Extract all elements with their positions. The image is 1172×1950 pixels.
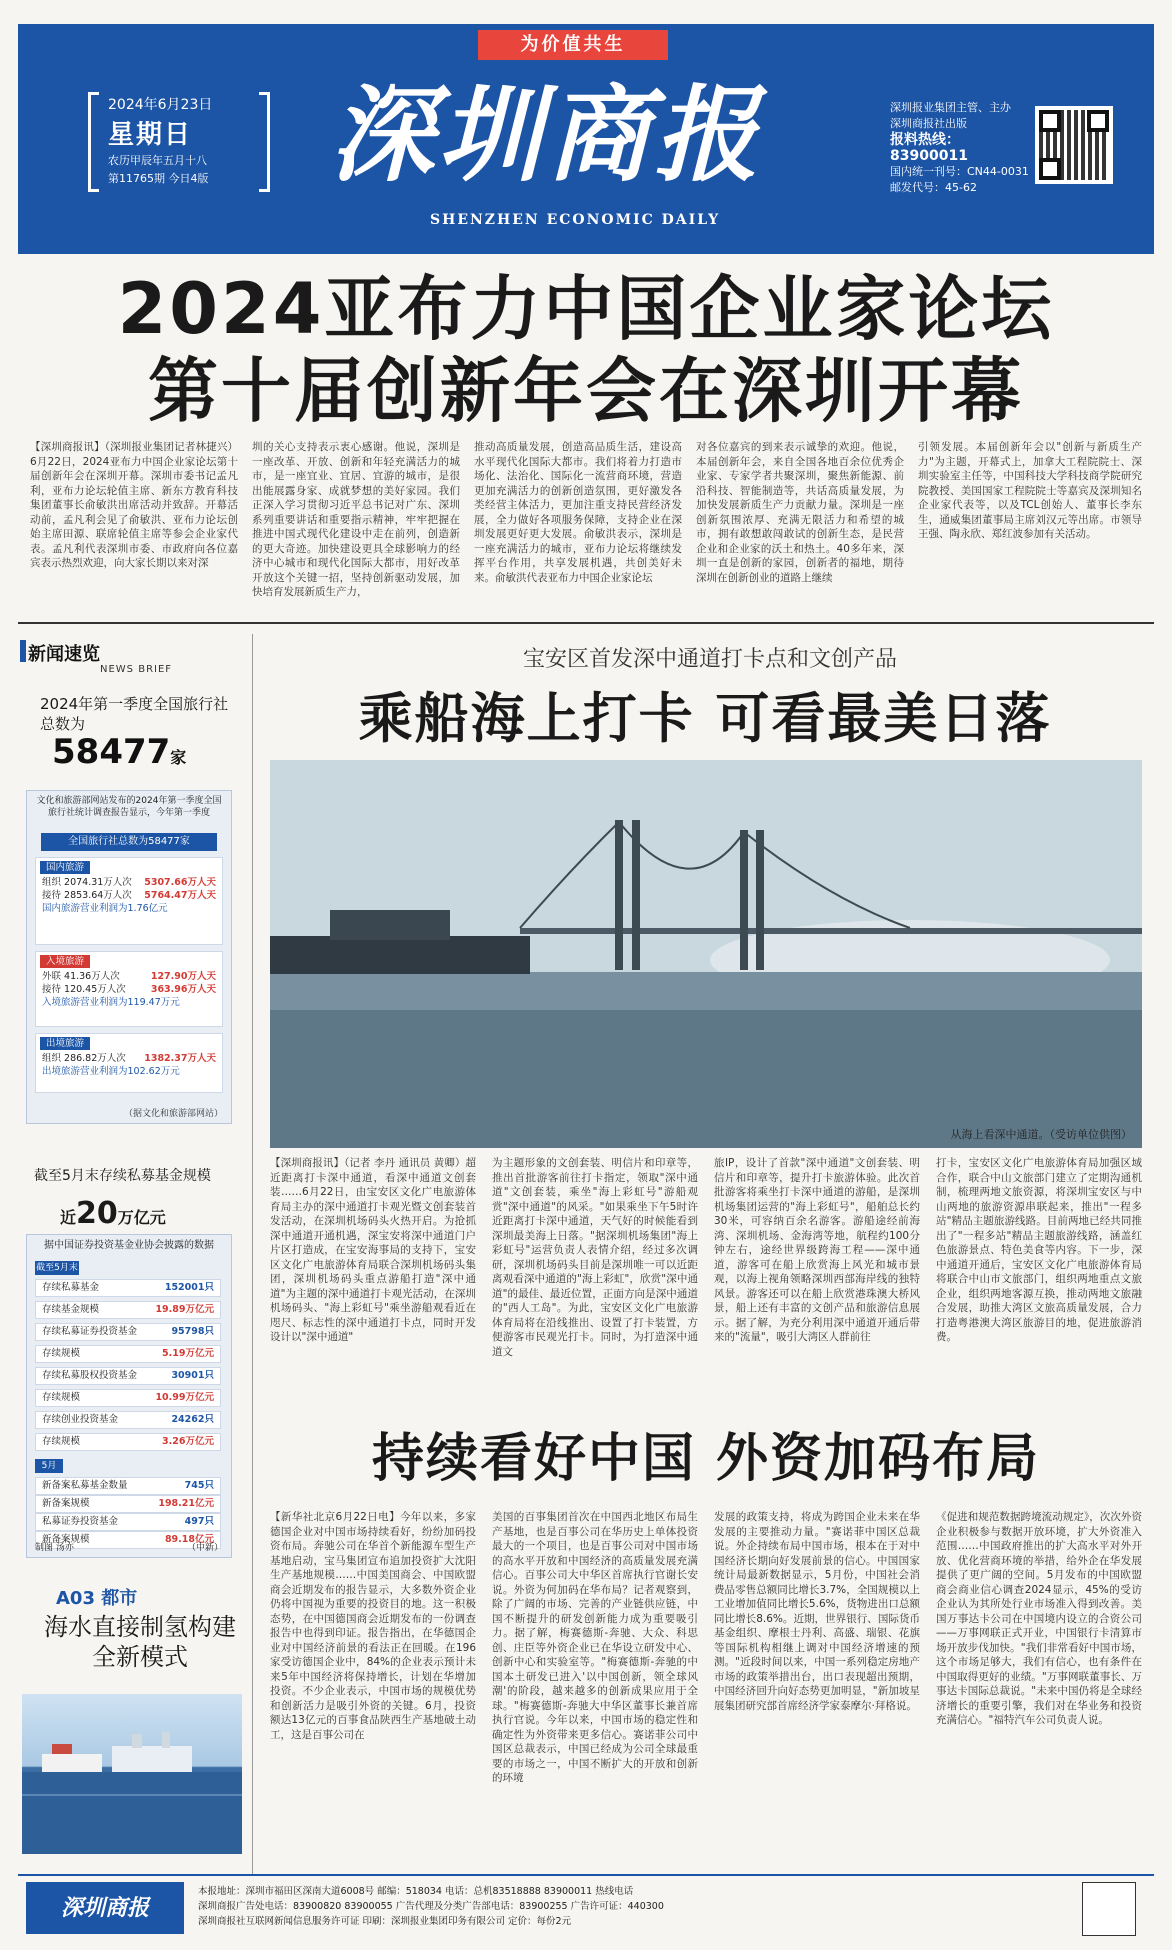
stat2-unit: 万亿元	[117, 1208, 166, 1227]
footer-line-1: 本报地址：深圳市福田区深南大道6008号 邮编：518034 电话：总机83518888 83900011 热线电话	[198, 1886, 634, 1897]
footer-logo: 深圳商报	[26, 1882, 184, 1934]
domestic-row	[36, 889, 222, 902]
footer-info	[198, 1884, 1078, 1929]
qr-code-icon	[1035, 106, 1113, 184]
fund-sub1: 截至5月末	[36, 1263, 78, 1273]
outbound-label: 出境旅游	[40, 1037, 90, 1050]
story2-col-1: 【新华社北京6月22日电】今年以来，多家德国企业对中国市场持续看好，纷纷加码投资布局。奔驰公司在华首个新能源车型生产基地启动，宝马集团宣布追加投资扩大沈阳生产基地规模……中国美国商会、中国欧盟商会近期发布的报告显示，大多数外资企业仍将中国视为重要的投资目的地。这一积极态势，在中国德国商会近期发布的一份调查报告中也得到印证。报告指出，在华德国企业对中国经济前景的看法正在回暖。在196家受访德国企业中，84%的企业表示预计未来5年中国经济将保持增长，计划在华增加投资。不少企业表示，中国市场的规模优势和创新活力是吸引外资的关键。6月，投资额达13亿元的百事食品陕西生产基地破土动工，这是百事公司在	[270, 1511, 476, 1741]
inbound-row	[36, 970, 222, 983]
outbound-row-1-b: 1382.37万人天	[144, 1053, 216, 1064]
news-brief-title-en: NEWS BRIEF	[100, 664, 173, 675]
fund-credit-right: （中新）	[186, 1543, 223, 1553]
story1-col-1: 【深圳商报讯】（记者 李丹 通讯员 黄卿）超近距离打卡深中通道，看深中通道文创套装……6月22日，由宝安区文化广电旅游体育局主办的深中通道打卡观光暨文创套装首发活动，在深圳机场码头火热开启。为抢抓深中通道开通机遇，深宝安将深中通道门户片区打造成，在宝安海事局的支持下，宝安区文化广电旅游体育局联合深圳机场码头集团，深圳机场码头重点游船打造"深中通道"为主题的深中通道打卡观光活动，在深圳机场码头、"海上彩虹号"乘坐游船观看近在咫尺、标志性的深中通道打卡点，同时开发设计以"深中通道"	[270, 1157, 476, 1343]
outbound-row	[36, 1052, 222, 1065]
fund-row-label: 存续私募股权投资基金	[42, 1370, 138, 1381]
domestic-row-2-a: 接待 2853.64万人次	[42, 890, 132, 901]
tourism-infographic	[26, 790, 232, 1124]
domestic-profit: 国内旅游营业利润为1.76亿元	[42, 903, 168, 914]
fund-row-value: 3.26万亿元	[162, 1436, 214, 1447]
footer	[18, 1874, 1154, 1942]
domestic-row-1-a: 组织 2074.31万人次	[42, 877, 132, 888]
tourism-source: （据文化和旅游部网站）	[123, 1109, 223, 1119]
publisher-line-1: 深圳报业集团主管、主办	[890, 101, 1011, 114]
fund-row-may-value: 497只	[184, 1516, 214, 1527]
cn-number: 国内统一刊号：CN44-0031	[890, 165, 1029, 178]
slogan: 为价值共生	[478, 30, 668, 60]
fund-row-label: 存续规模	[42, 1392, 81, 1403]
stat1-unit: 家	[170, 748, 187, 767]
fund-row	[35, 1433, 221, 1451]
domestic-row	[36, 876, 222, 889]
stat1-number: 58477	[52, 732, 171, 772]
fund-row-value: 95798只	[171, 1326, 214, 1337]
lunar-date: 农历甲辰年五月十八	[108, 154, 207, 167]
fund-row-label: 存续规模	[42, 1348, 81, 1359]
outbound-section	[35, 1033, 223, 1093]
lead-headline-line-2: 第十届创新年会在深圳开幕	[148, 350, 1024, 432]
story2-col-2: 美国的百事集团首次在中国西北地区布局生产基地，也是百事公司在华历史上单体投资最大的一个项目，也是百事公司对中国市场的高水平开放和中国经济的高质量发展充满信心。百事公司大中华区首席执行官谢长安说。外资为何加码在华布局？记者观察到，除了广阔的市场、完善的产业链供应链，中国不断提升的研发创新能力成为重要吸引力。据了解，梅赛德斯-奔驰、大众、科思创、庄臣等外资企业已在华设立研发中心、创新中心和实验室等。"梅赛德斯-奔驰的中国本土研发已进入'以中国创新，领全球风潮'的阶段，越来越多的创新成果应用于全球。"梅赛德斯-奔驰大中华区董事长兼首席执行官说。今年以来，中国市场的稳定性和确定性为外资带来更多信心。赛诺菲公司中国区总裁表示，中国已经成为公司全球最重要的市场之一，中国不断扩大的开放和创新的环境	[492, 1511, 698, 1784]
stat1-value	[52, 732, 186, 772]
fund-row-label: 存续私募证券投资基金	[42, 1326, 138, 1337]
fund-row	[35, 1323, 221, 1341]
fund-caption: 据中国证券投资基金业协会披露的数据	[44, 1240, 214, 1251]
stat2-value	[60, 1196, 166, 1231]
lead-body	[30, 440, 1142, 612]
news-brief-tag	[20, 640, 198, 680]
hotline: 报料热线：83900011	[890, 132, 968, 164]
fund-row-may-label: 新备案私募基金数量	[42, 1480, 128, 1491]
story1-col-4: 打卡，宝安区文化广电旅游体育局加强区域合作，联合中山文旅部门建立了定期沟通机制，梳理两地文旅资源，将深圳宝安区与中山两地的旅游资源串联起来，推出"一程多站"精品主题旅游线路。目前两地已经共同推出了"一程多站"精品主题旅游线路，涵盖红色旅游景点、特色美食等内容。下一步，深中通道开通后，宝安区文化广电旅游体育局将联合中山市文旅部门，组织两地重点文旅企业，组织两地客源互换，推动两地文旅融合发展，助推大湾区文旅高质量发展，合力打造粤港澳大湾区旅游目的地，促进旅游消费。	[936, 1157, 1142, 1343]
a03-headline[interactable]: 海水直接制氢构建全新模式	[44, 1613, 236, 1671]
outbound-profit: 出境旅游营业利润为102.62万元	[42, 1066, 180, 1077]
inbound-section	[35, 951, 223, 1027]
fund-sub2: 5月	[35, 1459, 63, 1473]
newspaper-logo: 深圳商报	[330, 73, 763, 196]
story2-col-4: 《促进和规范数据跨境流动规定》，次次外资企业积极参与数据开放环境，扩大外资准入范围……中国政府推出的扩大高水平对外开放、优化营商环境的举措，给外企在华发展提供了更广阔的空间。5月发布的中国欧盟商会商业信心调查2024显示，45%的受访企业认为其所处行业市场准入得到改善。美国万事达卡公司在中国境内设立的合资公司——万事网联正式开业，中国银行卡清算市场开放步伐加快。"我们非常看好中国市场，这个市场足够大，我们有信心，也有条件在中国取得更好的业绩。"万事网联董事长、万事达卡国际总裁说。"未来中国仍将是全球经济增长的重要引擎，我们对在华业务和投资充满信心。"福特汽车公司负责人说。	[936, 1511, 1142, 1726]
domestic-label: 国内旅游	[40, 861, 90, 874]
publisher-line-2: 深圳商报社出版	[890, 117, 967, 130]
fund-row-value: 5.19万亿元	[162, 1348, 214, 1359]
fund-row-may	[35, 1513, 221, 1531]
stat1-caption: 2024年第一季度全国旅行社总数为	[40, 695, 229, 733]
footer-qr-icon	[1082, 1882, 1136, 1936]
inbound-row-1-a: 外联 41.36万人次	[42, 971, 120, 982]
inbound-label: 入境旅游	[40, 955, 90, 968]
domestic-row-2-b: 5764.47万人天	[144, 890, 216, 901]
footer-line-3: 深圳商报社互联网新闻信息服务许可证 印刷：深圳报业集团印务有限公司 定价：每份2元	[198, 1916, 572, 1927]
issue-date: 2024年6月23日	[108, 97, 213, 113]
fund-row-value: 30901只	[171, 1370, 214, 1381]
hydrogen-plant-image	[22, 1694, 242, 1854]
fund-credit	[35, 1540, 223, 1553]
fund-row-may-label: 私募证券投资基金	[42, 1516, 119, 1527]
fund-row	[35, 1367, 221, 1385]
inbound-row-2-a: 接待 120.45万人次	[42, 984, 126, 995]
issue-number: 第11765期 今日4版	[108, 172, 209, 185]
fund-row	[35, 1411, 221, 1429]
fund-row-label: 存续规模	[42, 1436, 81, 1447]
fund-infographic	[26, 1234, 232, 1558]
a03-section-label[interactable]: A03 都市	[56, 1588, 138, 1609]
postal-code: 邮发代号：45-62	[890, 181, 977, 194]
tourism-total: 全国旅行社总数为58477家	[41, 833, 217, 851]
newspaper-logo-en: SHENZHEN ECONOMIC DAILY	[430, 212, 721, 228]
story1-body	[270, 1156, 1142, 1406]
fund-row-may-label: 新备案规模	[42, 1498, 90, 1509]
story2-body	[270, 1510, 1142, 1870]
inbound-row-1-b: 127.90万人天	[150, 971, 216, 982]
inbound-row-2-b: 363.96万人天	[150, 984, 216, 995]
fund-row-may-label: 新备案规模	[42, 1534, 90, 1545]
fund-row-may-value: 89.18亿元	[164, 1534, 214, 1545]
fund-row-label: 存续创业投资基金	[42, 1414, 119, 1425]
section-divider	[18, 622, 1154, 624]
inbound-profit: 入境旅游营业利润为119.47万元	[42, 997, 180, 1008]
story1-col-3: 旅IP，设计了首款"深中通道"文创套装、明信片和印章等，提升打卡旅游体验。此次首批游客将乘坐打卡深中通道的游船，是深圳机场集团运营的"海上彩虹号"，船舶总长约30米，可容纳百余名游客。游船途经前海湾、深圳机场、金海湾等地，航程约100分钟左右，途经世界级跨海工程——深中通道，游客可在船上欣赏海上风光和城市景观，以海上视角领略深圳西部海岸线的独特风景。游客还可以在船上欣赏港珠澳大桥风景，船上还有丰富的文创产品和旅游信息展示。据了解，为充分利用深中通道开通后带来的"流量"，吸引大湾区人群前往	[714, 1157, 920, 1343]
date-box	[88, 92, 270, 192]
fund-row-label: 存续基金规模	[42, 1304, 100, 1315]
lead-col-3: 推动高质量发展，创造高品质生活，建设高水平现代化国际大都市。我们将着力打造市场化、法治化、国际化一流营商环境，营造更加充满活力的创新创造氛围，更好激发各类经营主体活力，更加注重支持民营经济发展，全力做好各项服务保障，支持企业在深圳发展更好更大发展。俞敏洪表示，深圳是一座充满活力的城市，亚布力论坛将继续发挥平台作用，共享发展机遇，共创美好未来。俞敏洪代表亚布力中国企业家论坛	[474, 441, 682, 584]
fund-row-may	[35, 1495, 221, 1513]
news-brief-title: 新闻速览	[28, 644, 100, 665]
lead-headline	[30, 268, 1142, 432]
fund-row-value: 19.89万亿元	[155, 1304, 214, 1315]
weekday: 星期日	[108, 120, 193, 150]
bridge-photo	[270, 760, 1142, 1148]
column-divider	[252, 634, 253, 1874]
inbound-row	[36, 983, 222, 996]
outbound-row-1-a: 组织 286.82万人次	[42, 1053, 126, 1064]
footer-line-2: 深圳商报广告处电话：83900820 83900055 广告代理及分类广告部电话：83900255 广告许可证：440300	[198, 1901, 664, 1912]
domestic-row-1-b: 5307.66万人天	[144, 877, 216, 888]
story1-headline[interactable]: 乘船海上打卡 可看最美日落	[358, 687, 1052, 750]
lead-col-5: 引领发展。本届创新年会以"创新与新质生产力"为主题，开幕式上，加拿大工程院院士、深圳实验室主任等，中国科技大学科技商学院研究院教授、美国国家工程院院士等嘉宾及深圳知名企业家代表等，以及TCL创始人、董事长李东生，通威集团董事局主席刘汉元等出席。市领导王强、陶永欣、郑红波参加有关活动。	[918, 441, 1142, 540]
tourism-caption: 文化和旅游部网站发布的2024年第一季度全国旅行社统计调查报告显示，今年第一季度	[36, 796, 222, 818]
fund-row-value: 152001只	[164, 1282, 214, 1293]
fund-credit-left: 制图 汤亦	[35, 1543, 74, 1553]
stat2-prefix: 近	[60, 1208, 77, 1227]
stat2-number: 20	[76, 1196, 118, 1231]
story1-col-2: 为主题形象的文创套装、明信片和印章等，推出首批游客前往打卡指定，领取"深中通道"文创套装，乘坐"海上彩虹号"游船观赏"深中通道"的风采。"如果乘坐下午5时许近距离打卡深中通道，天气好的时候能看到深圳最美海上日落。"据深圳机场集团"海上彩虹号"运营负责人表情介绍，经过多次调研，深圳机场码头目前是深圳唯一可以近距离观看深中通道的"海上彩虹"，欣赏"深中通道"的最佳、最近位置，正面方向是深中通道的"西人工岛"。为此，宝安区文化广电旅游体育局将在沿线推出、设置了打卡装置，方便游客市民观光打卡。同时，为打造深中通道文	[492, 1157, 698, 1358]
fund-row-value: 24262只	[171, 1414, 214, 1425]
fund-row	[35, 1389, 221, 1407]
story1-kicker: 宝安区首发深中通道打卡点和文创产品	[522, 647, 897, 672]
lead-col-2: 圳的关心支持表示衷心感谢。他说，深圳是一座改革、开放、创新和年轻充满活力的城市，是一座宜业、宜居、宜游的城市，是很出能展露身家、成就梦想的美好家园。我们正深入学习贯彻习近平总书记对广东、深圳系列重要讲话和重要指示精神，牢牢把握在推进中国式现代化建设中走在前列，创造新的更大奇迹。加快建设更具全球影响力的经济中心城市和现代化国际大都市，用好改革开放这个关键一招，坚持创新驱动发展，加快培育发展新质生产力，	[252, 441, 460, 598]
fund-row	[35, 1345, 221, 1363]
lead-col-4: 对各位嘉宾的到来表示诚挚的欢迎。他说，本届创新年会，来自全国各地百余位优秀企业家、专家学者共聚深圳，聚焦新能源、前沿科技、智能制造等，共话高质量发展，为加快发展新质生产力贡献力量。深圳是一座创新氛围浓厚、充满无限活力和希望的城市，拥有敢想敢闯敢试的创新生态，是民营企业和企业家的沃土和热土。40多年来，深圳一直是创新的家园，创新者的福地，期待深圳在创新创业的道路上继续	[696, 441, 904, 584]
fund-row-may-value: 198.21亿元	[158, 1498, 214, 1509]
story2-headline[interactable]: 持续看好中国 外资加码布局	[371, 1429, 1041, 1489]
stat2-caption: 截至5月末存续私募基金规模	[34, 1168, 211, 1184]
domestic-section	[35, 857, 223, 945]
fund-row-may-value: 745只	[184, 1480, 214, 1491]
fund-row-may	[35, 1477, 221, 1495]
lead-col-1: 【深圳商报讯】（深圳报业集团记者林捷兴）6月22日，2024亚布力中国企业家论坛第十届创新年会在深圳开幕。深圳市委书记孟凡利，亚布力论坛轮值主席、新东方教育科技集团董事长俞敏洪出席活动并致辞。开幕活动前，孟凡利会见了俞敏洪、亚布力论坛创始主席田源、联席轮值主席等参会企业家代表。孟凡利代表深圳市委、市政府向各位嘉宾表示热烈欢迎，向大家长期以来对深	[30, 441, 238, 569]
fund-row-value: 10.99万亿元	[155, 1392, 214, 1403]
lead-headline-line-1: 2024亚布力中国企业家论坛	[117, 268, 1055, 350]
fund-row	[35, 1301, 221, 1319]
fund-row	[35, 1279, 221, 1297]
publisher-info	[890, 100, 1030, 196]
story2-col-3: 发展的政策支持，将成为跨国企业未来在华发展的主要推动力量。"赛诺菲中国区总裁说。外企持续布局中国市场，根本在于对中国经济长期向好发展前景的信心。中国国家统计局最新数据显示，5月份，中国社会消费品零售总额同比增长3.7%，全国规模以上工业增加值同比增长5.6%，货物进出口总额同比增长8.6%。近期，世界银行、国际货币基金组织、摩根士丹利、高盛、瑞银、花旗等国际机构相继上调对中国经济增速的预测。"近段时间以来，中国一系列稳定房地产市场的政策举措出台，出口表现超出预期，中国经济回升向好态势更加明显，"新加坡星展集团研究部首席经济学家泰摩尔·拜格说。	[714, 1511, 920, 1712]
fund-row-label: 存续私募基金	[42, 1282, 100, 1293]
photo-caption: 从海上看深中通道。（受访单位供图）	[950, 1128, 1132, 1141]
